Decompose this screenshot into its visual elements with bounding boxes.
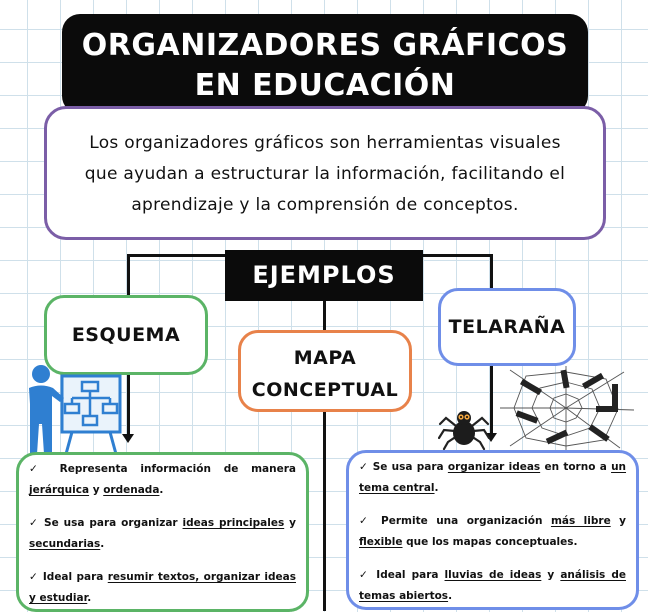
connector-mapa-down [323,412,326,611]
title-line-2: EN EDUCACIÓN [194,68,456,103]
intro-line-3: aprendizaje y la comprensión de conceptos. [131,195,519,215]
connector-center-vertical [323,300,326,332]
intro-line-2: que ayudan a estructurar la información, facilitando el [84,164,566,184]
telarana-point-3: ✓ Ideal para lluvias de ideas y análisis de temas abiertos. [359,569,626,602]
node-mapa-conceptual [238,330,412,412]
node-esquema: ESQUEMA [44,295,208,375]
title-line-1: ORGANIZADORES GRÁFICOS [81,28,569,63]
telarana-point-1: ✓ Se usa para organizar ideas en torno a un tema central. [359,461,627,494]
page-title [62,14,588,114]
connector-telarana-down [490,366,493,434]
esquema-point-3: ✓ Ideal para resumir textos, organizar ideas y estudiar. [29,571,296,604]
connector-right-vertical [490,254,493,290]
spider-web-icon [496,364,636,452]
intro-line-1: Los organizadores gráficos son herramientas visuales [89,133,561,153]
telarana-details [346,450,639,610]
intro-box [44,106,606,240]
connector-left-vertical [127,254,130,296]
node-mapa-line-2: CONCEPTUAL [251,379,399,401]
esquema-point-1: ✓ Representa información de manera jerárquica y ordenada. [29,463,296,496]
spider-icon [438,406,490,450]
node-mapa-line-1: MAPA [293,347,357,369]
telarana-point-2: ✓ Permite una organización más libre y flexible que los mapas conceptuales. [359,515,626,548]
presenter-org-chart-icon [24,364,124,456]
node-telarana: TELARAÑA [438,288,576,366]
esquema-point-2: ✓ Se usa para organizar ideas principales y secundarias. [29,517,296,550]
examples-label: EJEMPLOS [225,250,423,301]
connector-esquema-down [127,374,130,436]
esquema-details [16,452,309,612]
